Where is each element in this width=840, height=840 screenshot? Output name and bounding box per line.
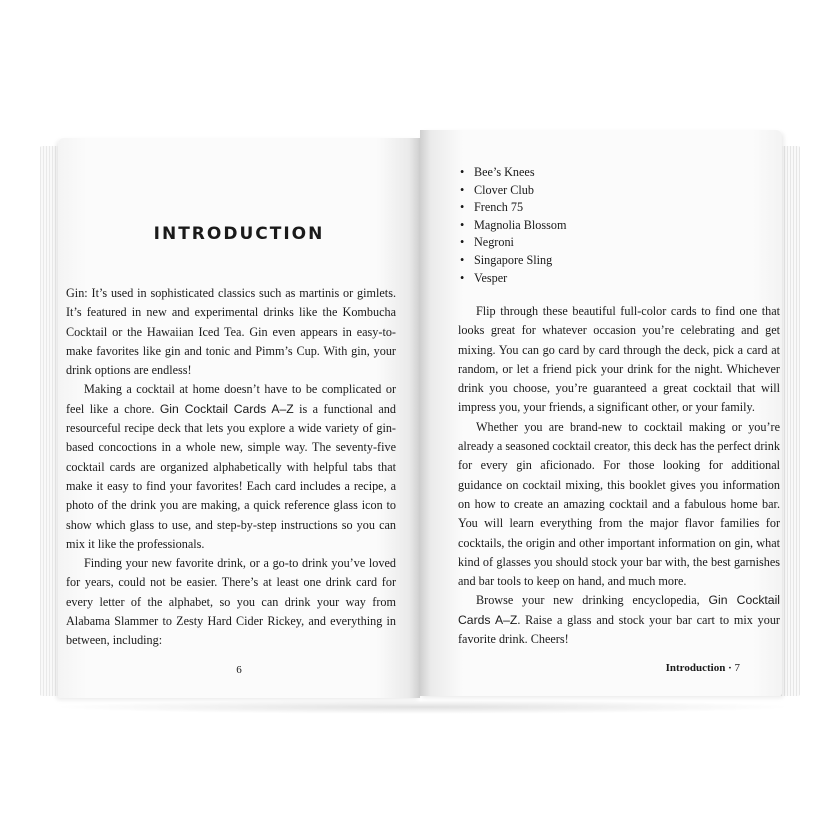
running-footer: Introduction	[665, 662, 726, 674]
list-item: • Negroni	[460, 234, 566, 252]
paragraph	[66, 380, 396, 554]
book-title: Gin Cocktail Cards A–Z	[159, 401, 294, 416]
list-item: • Bee’s Knees	[460, 164, 566, 182]
list-item: • Vesper	[460, 270, 566, 288]
list-item: • Magnolia Blossom	[460, 217, 566, 235]
book-title: Gin Cocktail Cards A–Z	[458, 593, 781, 627]
book-shadow	[50, 700, 795, 714]
paragraph: Finding your new favorite drink, or a go-to drink you’ve loved for years, could not be easier. There’s at least one drink card for every letter of the alphabet, so you can drink your way from Alabama Slammer to Zesty Hard Cider Rickey, and everything in between, including:	[66, 556, 396, 648]
paragraph	[458, 591, 780, 649]
page-number: 6	[236, 664, 242, 676]
text: Browse your new drinking encyclopedia,	[476, 593, 709, 608]
list-item: • Clover Club	[460, 182, 566, 200]
list-item: • Singapore Sling	[460, 252, 566, 270]
page-number: 7	[734, 662, 740, 674]
chapter-heading: INTRODUCTION	[153, 224, 325, 244]
text: is a functional and resourceful recipe deck that lets you explore a wide variety of gin-based concoctions in a whole new, simple way. The seventy-five cocktail cards are organized alphabetically with helpful tabs that make it easy to find your favorites! Each card includes a recipe, a photo of the drink you are making, a quick reference glass icon to show which glass to use, and step-by-step instructions so you can mix it like the professionals.	[66, 401, 396, 551]
page-footer	[666, 662, 740, 674]
text: Making a cocktail at home doesn’t have to be complicated or feel like a chore.	[66, 382, 396, 416]
right-page	[420, 130, 782, 696]
paragraph: Gin: It’s used in sophisticated classics such as martinis or gimlets. It’s featured in new and experimental drinks like the Kombucha Cocktail or the Hawaiian Iced Tea. Gin even appears in easy-to-make favorites like gin and tonic and Pimm’s Cup. With gin, your drink options are endless!	[66, 286, 396, 378]
list-item: • French 75	[460, 199, 566, 217]
footer-separator: ·	[725, 662, 735, 674]
paragraph: Whether you are brand-new to cocktail making or you’re already a seasoned cocktail creator, this deck has the perfect drink for every gin aficionado. For those looking for additional guidance on cocktail mixing, this booklet gives you information on how to create an amazing cocktail and a fabulous home bar. You will learn everything from the major flavor families for cocktails, the origin and other important information on gin, what kind of glasses you should stock your bar with, the best garnishes and bar tools to keep on hand, and much more.	[458, 419, 780, 589]
text: . Raise a glass and stock your bar cart to mix your favorite drink. Cheers!	[458, 612, 780, 647]
cocktail-list	[460, 164, 566, 287]
paragraph: Flip through these beautiful full-color cards to find one that looks great for whatever occasion you’re celebrating and get mixing. You can go card by card through the deck, pick a card at random, or let a friend pick your drink for the night. Whichever drink you choose, you’re guaranteed a great cocktail that will impress you, your friends, a significant other, or your family.	[458, 304, 780, 415]
left-page	[58, 138, 420, 698]
left-page-body	[66, 284, 396, 651]
right-page-body	[458, 302, 780, 649]
